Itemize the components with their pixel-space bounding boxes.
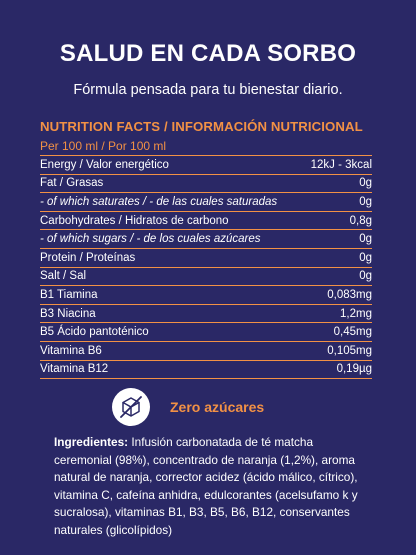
page-subtitle: Fórmula pensada para tu bienestar diario. xyxy=(73,82,343,98)
nutrition-row-value: 0,19µg xyxy=(336,363,372,376)
nutrition-row-value: 0,45mg xyxy=(333,326,372,339)
ingredients-label: Ingredientes: xyxy=(54,435,129,449)
ingredients-list: Infusión carbonatada de té matcha ceremonial (98%), concentrado de naranja (1,2%), aroma natural de naranja, corrector acidez (ácido málico, cítrico), vitamina C, cafeína anhidra, edulcorantes (acelsufamo k y sucralosa), vitaminas B1, B3, B5, B6, B12, conservantes naturales (glicolípidos) xyxy=(54,435,358,537)
nutrition-row-value: 0,105mg xyxy=(327,344,372,357)
nutrition-row xyxy=(40,342,372,361)
nutrition-rows xyxy=(40,156,372,379)
nutrition-row xyxy=(40,175,372,194)
nutrition-row-value: 0g xyxy=(359,177,372,190)
nutrition-row xyxy=(40,268,372,287)
nutrition-row xyxy=(40,249,372,268)
nutrition-row xyxy=(40,305,372,324)
nutrition-row-value: 0g xyxy=(359,251,372,264)
nutrition-row xyxy=(40,230,372,249)
nutrition-row-label: Vitamina B12 xyxy=(40,363,109,376)
nutrition-row-value: 0g xyxy=(359,195,372,208)
nutrition-row xyxy=(40,212,372,231)
nutrition-row-label: Fat / Grasas xyxy=(40,177,104,190)
nutrition-row-label: Energy / Valor energético xyxy=(40,158,169,171)
nutrition-row-label: B5 Ácido pantoténico xyxy=(40,326,149,339)
nutrition-row-value: 0,083mg xyxy=(327,288,372,301)
nutrition-row-label: B3 Niacina xyxy=(40,307,96,320)
nutrition-row xyxy=(40,361,372,380)
zero-sugar-label: Zero azúcares xyxy=(170,399,265,415)
page-title: SALUD EN CADA SORBO xyxy=(59,40,357,67)
ingredients-text xyxy=(54,434,370,540)
nutrition-row-label: Protein / Proteínas xyxy=(40,251,136,264)
nutrition-row xyxy=(40,193,372,212)
nutrition-row-label: - of which saturates / - de las cuales saturadas xyxy=(40,195,278,208)
nutrition-per-serving: Per 100 ml / Por 100 ml xyxy=(40,138,372,156)
nutrition-row-label: Carbohydrates / Hidratos de carbono xyxy=(40,214,229,227)
nutrition-row xyxy=(40,286,372,305)
no-sugar-icon xyxy=(112,388,150,426)
nutrition-row xyxy=(40,323,372,342)
nutrition-row-value: 0,8g xyxy=(349,214,372,227)
nutrition-row-value: 12kJ - 3kcal xyxy=(310,158,372,171)
nutrition-row-label: Salt / Sal xyxy=(40,270,87,283)
nutrition-row-label: - of which sugars / - de los cuales azúcares xyxy=(40,233,261,246)
nutrition-row-value: 1,2mg xyxy=(340,307,372,320)
nutrition-row-value: 0g xyxy=(359,233,372,246)
nutrition-row-value: 0g xyxy=(359,270,372,283)
no-sugar-icon-graphic xyxy=(118,394,144,420)
nutrition-row-label: B1 Tiamina xyxy=(40,288,98,301)
nutrition-row xyxy=(40,156,372,175)
zero-sugar-badge xyxy=(112,388,264,426)
nutrition-row-label: Vitamina B6 xyxy=(40,344,102,357)
nutrition-table xyxy=(40,116,372,379)
nutrition-heading: NUTRITION FACTS / INFORMACIÓN NUTRICIONAL xyxy=(40,119,363,134)
